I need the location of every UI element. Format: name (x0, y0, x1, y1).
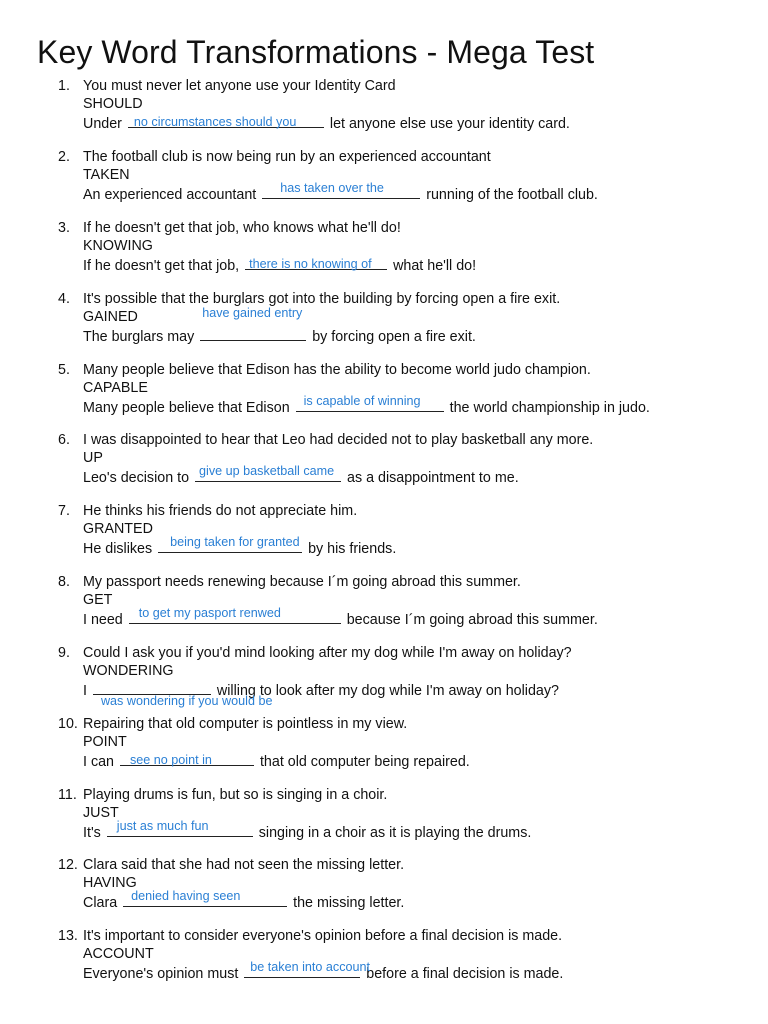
answer-blank[interactable] (120, 751, 254, 766)
answer-blank[interactable] (93, 680, 273, 709)
sentence-start: The burglars may (83, 329, 199, 346)
question-number: 5. (58, 362, 70, 378)
sentence-end: because I´m going abroad this summer. (342, 612, 598, 629)
keyword: POINT (83, 733, 127, 750)
answer-blank[interactable] (123, 889, 287, 907)
sentence-start: Everyone's opinion must (83, 966, 243, 983)
handwritten-answer: to get my pasport renwed (138, 606, 281, 621)
keyword: JUST (83, 804, 119, 821)
original-sentence: You must never let anyone use your Identity Card (83, 78, 396, 94)
transformation-line (83, 960, 564, 984)
original-sentence: My passport needs renewing because I´m going abroad this summer. (83, 574, 521, 590)
question-number: 7. (58, 503, 70, 519)
question-number: 9. (58, 645, 70, 661)
sentence-start: Under (83, 116, 126, 133)
answer-blank[interactable] (200, 306, 306, 341)
sentence-start: I can (83, 754, 118, 771)
handwritten-answer: there is no knowing of (249, 257, 372, 272)
transformation-line (83, 751, 470, 772)
sentence-end: that old computer being repaired. (255, 754, 470, 771)
question-number: 8. (58, 574, 70, 590)
transformation-line (83, 255, 476, 276)
answer-blank[interactable] (107, 819, 253, 837)
transformation-line (83, 606, 598, 630)
sentence-end: running of the football club. (422, 187, 598, 204)
answer-blank[interactable] (262, 181, 420, 199)
question-number: 12. (58, 857, 78, 873)
question-number: 2. (58, 149, 70, 165)
question-number: 13. (58, 928, 78, 944)
question-number: 4. (58, 291, 70, 307)
keyword: HAVING (83, 874, 137, 891)
answer-blank[interactable] (195, 464, 341, 482)
answer-blank[interactable] (129, 606, 341, 624)
sentence-start: Many people believe that Edison (83, 400, 294, 417)
transformation-line (83, 306, 476, 347)
answer-blank[interactable] (296, 394, 444, 412)
sentence-end: singing in a choir as it is playing the drums. (254, 825, 532, 842)
original-sentence: The football club is now being run by an experienced accountant (83, 149, 491, 165)
transformation-line (83, 113, 570, 134)
transformation-line (83, 394, 650, 418)
question-number: 1. (58, 78, 70, 94)
original-sentence: It's possible that the burglars got into the building by forcing open a fire exit. (83, 291, 561, 307)
original-sentence: Repairing that old computer is pointless in my view. (83, 716, 408, 732)
sentence-end: the world championship in judo. (445, 400, 650, 417)
sentence-end: by forcing open a fire exit. (308, 329, 476, 346)
sentence-end: let anyone else use your identity card. (325, 116, 570, 133)
sentence-start: He dislikes (83, 541, 157, 558)
question-number: 11. (58, 787, 77, 803)
transformation-line (83, 535, 397, 559)
sentence-end: what he'll do! (389, 258, 477, 275)
question-number: 6. (58, 432, 70, 448)
handwritten-answer: see no point in (129, 753, 212, 768)
sentence-start: I (83, 683, 91, 700)
keyword: UP (83, 449, 103, 466)
transformation-line (83, 464, 519, 488)
page-title: Key Word Transformations - Mega Test (37, 34, 595, 70)
keyword: GRANTED (83, 520, 153, 537)
answer-blank[interactable] (158, 535, 302, 553)
handwritten-answer: denied having seen (131, 889, 241, 904)
handwritten-answer: have gained entry (202, 306, 303, 321)
answer-blank[interactable] (128, 113, 324, 128)
original-sentence: I was disappointed to hear that Leo had decided not to play basketball any more. (83, 432, 594, 448)
original-sentence: He thinks his friends do not appreciate him. (83, 503, 358, 519)
sentence-end: by his friends. (304, 541, 397, 558)
sentence-start: It's (83, 825, 105, 842)
keyword: CAPABLE (83, 379, 148, 396)
handwritten-answer: is capable of winning (303, 394, 421, 409)
sentence-end: willing to look after my dog while I'm away on holiday? (212, 683, 559, 700)
handwritten-answer: being taken for granted (170, 535, 300, 550)
keyword: KNOWING (83, 237, 153, 254)
transformation-line (83, 181, 598, 205)
answer-blank[interactable] (245, 255, 387, 270)
sentence-start: I need (83, 612, 127, 629)
sentence-end: as a disappointment to me. (343, 470, 519, 487)
original-sentence: It's important to consider everyone's opinion before a final decision is made. (83, 928, 563, 944)
handwritten-answer: be taken into account (250, 960, 371, 975)
handwritten-answer: was wondering if you would be (100, 694, 273, 709)
question-number: 3. (58, 220, 70, 236)
handwritten-answer: give up basketball came (199, 464, 335, 479)
keyword: ACCOUNT (83, 945, 154, 962)
keyword: WONDERING (83, 662, 174, 679)
answer-blank[interactable] (244, 960, 371, 978)
keyword: GAINED (83, 308, 138, 325)
keyword: SHOULD (83, 95, 143, 112)
handwritten-answer: no circumstances should you (133, 115, 297, 130)
handwritten-answer: just as much fun (116, 819, 209, 834)
question-number: 10. (58, 716, 78, 732)
keyword: GET (83, 591, 113, 608)
transformation-line (83, 680, 559, 709)
handwritten-answer: has taken over the (280, 181, 384, 196)
original-sentence: Clara said that she had not seen the missing letter. (83, 857, 405, 873)
original-sentence: Playing drums is fun, but so is singing in a choir. (83, 787, 388, 803)
sentence-start: If he doesn't get that job, (83, 258, 244, 275)
transformation-line (83, 889, 405, 913)
original-sentence: Many people believe that Edison has the ability to become world judo champion. (83, 362, 591, 378)
sentence-start: Clara (83, 895, 122, 912)
transformation-line (83, 819, 532, 843)
original-sentence: Could I ask you if you'd mind looking after my dog while I'm away on holiday? (83, 645, 572, 661)
sentence-end: the missing letter. (289, 895, 405, 912)
original-sentence: If he doesn't get that job, who knows what he'll do! (83, 220, 401, 236)
sentence-start: An experienced accountant (83, 187, 261, 204)
keyword: TAKEN (83, 166, 130, 183)
sentence-end: before a final decision is made. (362, 966, 564, 983)
sentence-start: Leo's decision to (83, 470, 194, 487)
